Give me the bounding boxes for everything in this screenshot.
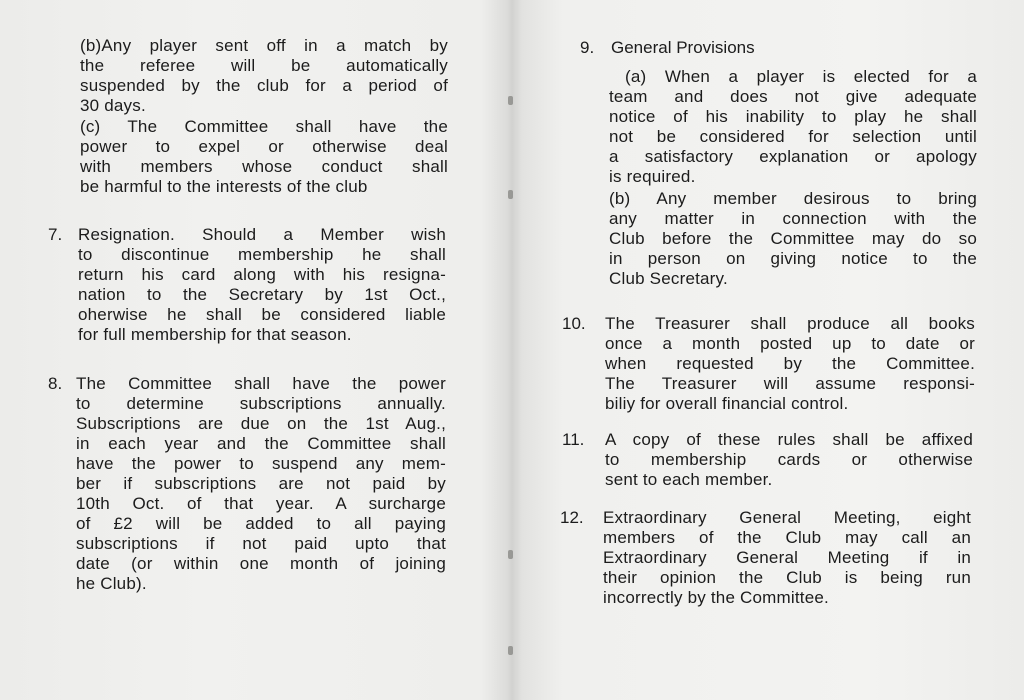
text-line: when requested by the Committee. xyxy=(605,354,975,373)
right-page xyxy=(512,0,1024,700)
text-line: team and does not give adequate xyxy=(609,87,977,106)
text-line: 30 days. xyxy=(80,96,146,115)
text-line: the referee will be automatically xyxy=(80,56,448,75)
rule10-number: 10. xyxy=(562,314,586,333)
text-line: to discontinue membership he shall xyxy=(78,245,446,264)
text-line: in person on giving notice to the xyxy=(609,249,977,268)
rule9-b-paragraph xyxy=(609,189,977,289)
text-line: The Treasurer shall produce all books xyxy=(605,314,975,333)
rule7-number: 7. xyxy=(48,225,63,244)
text-line: The Treasurer will assume responsi- xyxy=(605,374,975,393)
text-line: Extraordinary General Meeting if in xyxy=(603,548,971,567)
text-line: not be considered for selection until xyxy=(609,127,977,146)
text-line: any matter in connection with the xyxy=(609,209,977,228)
text-line: Subscriptions are due on the 1st Aug., xyxy=(76,414,446,433)
rule10-paragraph xyxy=(605,314,975,414)
text-line: Club before the Committee may do so xyxy=(609,229,977,248)
rule6-b-paragraph xyxy=(80,36,448,116)
text-line: be harmful to the interests of the club xyxy=(80,177,368,196)
text-line: (b) Any member desirous to bring xyxy=(609,189,977,208)
rule6-c-paragraph xyxy=(80,117,448,197)
text-line: have the power to suspend any mem- xyxy=(76,454,446,473)
text-line: their opinion the Club is being run xyxy=(603,568,971,587)
text-line: date (or within one month of joining xyxy=(76,554,446,573)
rule9-a-paragraph xyxy=(609,67,977,187)
text-line: for full membership for that season. xyxy=(78,325,352,344)
text-line: of £2 will be added to all paying xyxy=(76,514,446,533)
text-line: members of the Club may call an xyxy=(603,528,971,547)
left-page xyxy=(0,0,505,700)
text-line: once a month posted up to date or xyxy=(605,334,975,353)
text-line: (b)Any player sent off in a match by xyxy=(80,36,448,55)
text-line: subscriptions if not paid upto that xyxy=(76,534,446,553)
text-line: power to expel or otherwise deal xyxy=(80,137,448,156)
text-line: nation to the Secretary by 1st Oct., xyxy=(78,285,446,304)
rule12-number: 12. xyxy=(560,508,584,527)
text-line: (a) When a player is elected for a xyxy=(625,67,977,86)
text-line: he Club). xyxy=(76,574,147,593)
text-line: a satisfactory explanation or apology xyxy=(609,147,977,166)
rule7-paragraph xyxy=(78,225,446,345)
text-line: ber if subscriptions are not paid by xyxy=(76,474,446,493)
text-line: Extraordinary General Meeting, eight xyxy=(603,508,971,527)
text-line: in each year and the Committee shall xyxy=(76,434,446,453)
rule11-paragraph xyxy=(605,430,973,490)
text-line: 10th Oct. of that year. A surcharge xyxy=(76,494,446,513)
text-line: (c) The Committee shall have the xyxy=(80,117,448,136)
rule11-number: 11. xyxy=(562,430,585,449)
rule8-number: 8. xyxy=(48,374,63,393)
text-line: with members whose conduct shall xyxy=(80,157,448,176)
text-line: return his card along with his resigna- xyxy=(78,265,446,284)
text-line: sent to each member. xyxy=(605,470,773,489)
text-line: is required. xyxy=(609,167,696,186)
rule9-title: General Provisions xyxy=(611,38,755,57)
rule9-number: 9. xyxy=(580,38,595,57)
text-line: The Committee shall have the power xyxy=(76,374,446,393)
text-line: notice of his inability to play he shall xyxy=(609,107,977,126)
text-line: biliy for overall financial control. xyxy=(605,394,849,413)
text-line: Club Secretary. xyxy=(609,269,728,288)
text-line: incorrectly by the Committee. xyxy=(603,588,829,607)
text-line: suspended by the club for a period of xyxy=(80,76,448,95)
text-line: to membership cards or otherwise xyxy=(605,450,973,469)
text-line: Resignation. Should a Member wish xyxy=(78,225,446,244)
rule8-paragraph xyxy=(76,374,446,594)
text-line: to determine subscriptions annually. xyxy=(76,394,446,413)
rule12-paragraph xyxy=(603,508,971,608)
text-line: A copy of these rules shall be affixed xyxy=(605,430,973,449)
text-line: oherwise he shall be considered liable xyxy=(78,305,446,324)
